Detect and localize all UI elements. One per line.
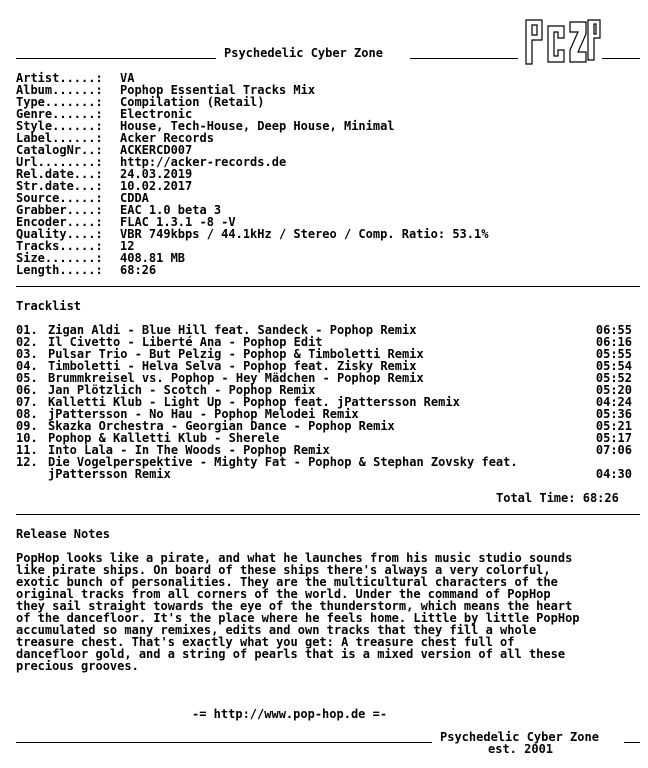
info-key: Str.date...: bbox=[16, 179, 103, 193]
track-duration: 04:24 bbox=[595, 395, 632, 409]
track-duration: 04:30 bbox=[595, 467, 632, 481]
info-key: Type.......: bbox=[16, 95, 103, 109]
info-value: http://acker-records.de bbox=[120, 155, 287, 169]
track-duration: 05:55 bbox=[595, 347, 632, 361]
info-key: CatalogNr..: bbox=[16, 143, 103, 157]
info-key: Label......: bbox=[16, 131, 103, 145]
info-key: Length.....: bbox=[16, 263, 103, 277]
track-title: Il Civetto - Liberté Ana - Pophop Edit bbox=[48, 335, 323, 349]
track-number: 04. bbox=[16, 359, 38, 373]
total-time-label: Total Time: bbox=[496, 491, 576, 505]
release-notes-line: original tracks from all corners of the world. Under the command of PopHop bbox=[16, 587, 551, 601]
info-value: Compilation (Retail) bbox=[120, 95, 265, 109]
footer-est: est. 2001 bbox=[488, 742, 554, 756]
release-notes-line: of the dancefloor. It's the place where he feels home. Little by little PopHop bbox=[16, 611, 580, 625]
info-key: Tracks.....: bbox=[16, 239, 103, 253]
info-value: ACKERCD007 bbox=[120, 143, 193, 157]
footer-rule-right bbox=[624, 742, 640, 743]
release-notes-line: they sail straight towards the eye of the thunderstorm, which means the heart bbox=[16, 599, 573, 613]
release-notes-line: PopHop looks like a pirate, and what he launches from his music studio sounds bbox=[16, 551, 573, 565]
info-key: Rel.date...: bbox=[16, 167, 103, 181]
info-value: 10.02.2017 bbox=[120, 179, 193, 193]
track-duration: 06:55 bbox=[595, 323, 632, 337]
track-number: 10. bbox=[16, 431, 38, 445]
track-duration: 05:52 bbox=[595, 371, 632, 385]
info-key: Album......: bbox=[16, 83, 103, 97]
info-key: Style......: bbox=[16, 119, 103, 133]
info-value: EAC 1.0 beta 3 bbox=[120, 203, 222, 217]
info-key: Quality....: bbox=[16, 227, 103, 241]
track-number: 07. bbox=[16, 395, 38, 409]
info-value: VA bbox=[120, 71, 135, 85]
track-title: Zigan Aldi - Blue Hill feat. Sandeck - Pophop Remix bbox=[48, 323, 417, 337]
info-value: 68:26 bbox=[120, 263, 157, 277]
info-value: 408.81 MB bbox=[120, 251, 186, 265]
info-key: Source.....: bbox=[16, 191, 103, 205]
info-value: Acker Records bbox=[120, 131, 214, 145]
footer-rule-left bbox=[16, 742, 432, 743]
track-number: 09. bbox=[16, 419, 38, 433]
footer-url: -= http://www.pop-hop.de =- bbox=[192, 707, 388, 721]
track-title: Timboletti - Helva Selva - Pophop feat. Zisky Remix bbox=[48, 359, 417, 373]
footer-name: Psychedelic Cyber Zone bbox=[440, 730, 599, 744]
track-number: 05. bbox=[16, 371, 38, 385]
track-duration: 05:20 bbox=[595, 383, 632, 397]
release-notes-line: precious grooves. bbox=[16, 659, 139, 673]
info-value: Pophop Essential Tracks Mix bbox=[120, 83, 316, 97]
track-title: jPattersson - No Hau - Pophop Melodei Remix bbox=[48, 407, 359, 421]
track-number: 01. bbox=[16, 323, 38, 337]
total-time-line bbox=[496, 492, 619, 504]
track-row-continuation bbox=[16, 468, 632, 480]
release-notes-line: like pirate ships. On board of these ships there's always a very colorful, bbox=[16, 563, 551, 577]
track-title: Die Vogelperspektive - Mighty Fat - Pophop & Stephan Zovsky feat. bbox=[48, 455, 518, 469]
tracklist-heading: Tracklist bbox=[16, 299, 82, 313]
info-key: Genre......: bbox=[16, 107, 103, 121]
total-time-value: 68:26 bbox=[582, 491, 619, 505]
track-title: Jan Plötzlich - Scotch - Pophop Remix bbox=[48, 383, 316, 397]
info-value: 24.03.2019 bbox=[120, 167, 193, 181]
divider bbox=[16, 514, 640, 515]
info-key: Grabber....: bbox=[16, 203, 103, 217]
track-title: Kalletti Klub - Light Up - Pophop feat. jPattersson Remix bbox=[48, 395, 460, 409]
track-title-continued: jPattersson Remix bbox=[48, 467, 171, 481]
track-number: 08. bbox=[16, 407, 38, 421]
info-value: VBR 749kbps / 44.1kHz / Stereo / Comp. Ratio: 53.1% bbox=[120, 227, 489, 241]
track-duration: 05:21 bbox=[595, 419, 632, 433]
header-rule-end bbox=[602, 58, 640, 59]
track-number: 11. bbox=[16, 443, 38, 457]
release-notes-line: exotic bunch of personalities. They are the multicultural characters of the bbox=[16, 575, 558, 589]
divider bbox=[16, 286, 640, 287]
header-rule-left bbox=[16, 58, 216, 59]
info-value: Electronic bbox=[120, 107, 193, 121]
header-rule-right bbox=[410, 58, 518, 59]
header-title: Psychedelic Cyber Zone bbox=[224, 46, 383, 60]
track-title: Into Lala - In The Woods - Pophop Remix bbox=[48, 443, 330, 457]
info-key: Url........: bbox=[16, 155, 103, 169]
track-duration: 05:36 bbox=[595, 407, 632, 421]
info-row bbox=[16, 264, 156, 276]
info-key: Encoder....: bbox=[16, 215, 103, 229]
track-duration: 07:06 bbox=[595, 443, 632, 457]
info-key: Artist.....: bbox=[16, 71, 103, 85]
track-title: Skazka Orchestra - Georgian Dance - Pophop Remix bbox=[48, 419, 395, 433]
track-number: 03. bbox=[16, 347, 38, 361]
track-title: Brummkreisel vs. Pophop - Hey Mädchen - Pophop Remix bbox=[48, 371, 424, 385]
release-notes-line: dancefloor gold, and a string of pearls that is a mixed version of all these bbox=[16, 647, 566, 661]
info-key: Size.......: bbox=[16, 251, 103, 265]
track-number: 06. bbox=[16, 383, 38, 397]
info-value: CDDA bbox=[120, 191, 149, 205]
track-number: 02. bbox=[16, 335, 38, 349]
pcz-logo bbox=[522, 16, 602, 66]
release-notes-line: accumulated so many remixes, edits and own tracks that they fill a whole bbox=[16, 623, 537, 637]
release-notes-line: treasure chest. That's exactly what you get: A treasure chest full of bbox=[16, 635, 515, 649]
track-duration: 05:54 bbox=[595, 359, 632, 373]
track-number: 12. bbox=[16, 455, 38, 469]
track-title: Pophop & Kalletti Klub - Sherele bbox=[48, 431, 280, 445]
release-notes-heading: Release Notes bbox=[16, 527, 110, 541]
info-value: FLAC 1.3.1 -8 -V bbox=[120, 215, 236, 229]
track-duration: 05:17 bbox=[595, 431, 632, 445]
info-value: House, Tech-House, Deep House, Minimal bbox=[120, 119, 395, 133]
info-value: 12 bbox=[120, 239, 135, 253]
track-duration: 06:16 bbox=[595, 335, 632, 349]
track-title: Pulsar Trio - But Pelzig - Pophop & Timboletti Remix bbox=[48, 347, 424, 361]
